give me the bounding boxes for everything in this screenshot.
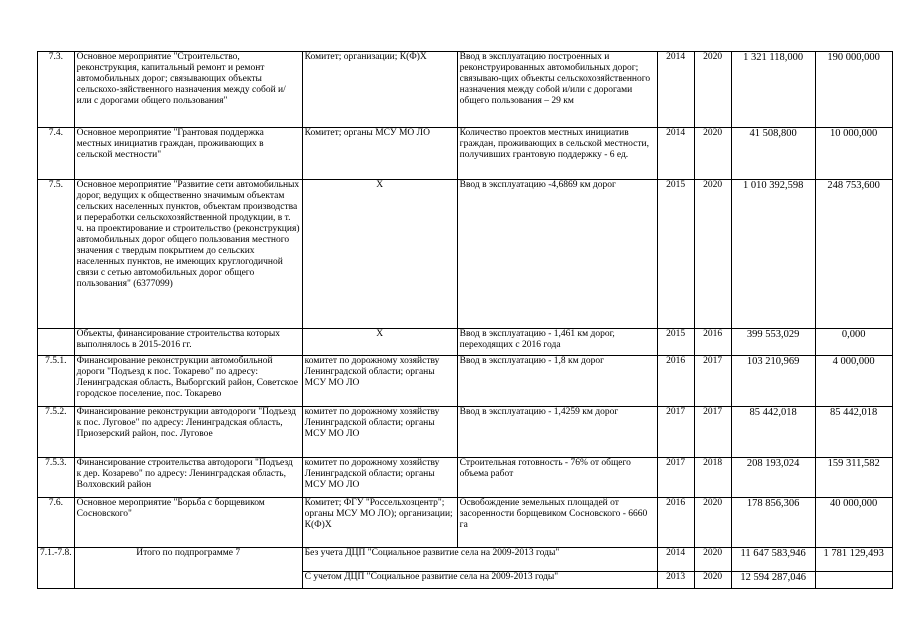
end-year-cell: 2020: [694, 180, 731, 329]
total-amount-cell: 399 553,029: [731, 329, 815, 356]
budget-amount-cell: 0,000: [815, 329, 892, 356]
result-cell: Ввод в эксплуатацию - 1,8 км дорог: [457, 356, 657, 407]
budget-amount-cell: 190 000,000: [815, 52, 892, 128]
row-number: 7.5.: [38, 180, 75, 329]
table-row: [38, 180, 893, 329]
row-number: 7.5.1.: [38, 356, 75, 407]
start-year-cell: 2014: [657, 52, 694, 128]
end-year-cell: 2020: [694, 128, 731, 180]
summary-total-amount: 11 647 583,946: [731, 548, 815, 572]
executor-cell: Х: [302, 180, 457, 329]
start-year-cell: 2017: [657, 407, 694, 458]
executor-cell: Х: [302, 329, 457, 356]
result-cell: Строительная готовность - 76% от общего объема работ: [457, 458, 657, 498]
row-number: 7.3.: [38, 52, 75, 128]
result-cell: Количество проектов местных инициатив граждан, проживающих в сельской местности, получивших грантовую поддержку - 6 ед.: [457, 128, 657, 180]
end-year-cell: 2016: [694, 329, 731, 356]
start-year-cell: 2014: [657, 128, 694, 180]
executor-cell: комитет по дорожному хозяйству Ленинградской области; органы МСУ МО ЛО: [302, 458, 457, 498]
table-row: [38, 52, 893, 128]
summary-total-amount: 12 594 287,046: [731, 572, 815, 589]
result-cell: Ввод в эксплуатацию построенных и реконструированных автомобильных дорог; связываю-щих объекты сельскохозяйственного назначения между собой и/или с дорогами общего пользования – 29 км: [457, 52, 657, 128]
summary-label-with: С учетом ДЦП "Социальное развитие села на 2009-2013 годы": [302, 572, 657, 589]
start-year-cell: 2015: [657, 180, 694, 329]
executor-cell: комитет по дорожному хозяйству Ленинградской области; органы МСУ МО ЛО: [302, 407, 457, 458]
program-table: [37, 51, 893, 589]
start-year-cell: 2016: [657, 356, 694, 407]
table-row: [38, 407, 893, 458]
start-year-cell: 2017: [657, 458, 694, 498]
activity-cell: Финансирование реконструкции автодороги "Подъезд к пос. Луговое" по адресу: Ленинградская область, Приозерский район, пос. Луговое: [74, 407, 302, 458]
start-year-cell: 2015: [657, 329, 694, 356]
total-amount-cell: 85 442,018: [731, 407, 815, 458]
executor-cell: Комитет; ФГУ "Россельхозцентр"; органы МСУ МО ЛО); организации; К(Ф)Х: [302, 498, 457, 548]
row-number: 7.5.3.: [38, 458, 75, 498]
budget-amount-cell: 40 000,000: [815, 498, 892, 548]
budget-amount-cell: 85 442,018: [815, 407, 892, 458]
result-cell: Ввод в эксплуатацию - 1,461 км дорог, переходящих с 2016 года: [457, 329, 657, 356]
end-year-cell: 2017: [694, 356, 731, 407]
summary-budget-amount: 1 781 129,493: [815, 548, 892, 572]
table-row: [38, 329, 893, 356]
summary-end-year: 2020: [694, 572, 731, 589]
row-number: 7.4.: [38, 128, 75, 180]
summary-number: 7.1.-7.8.: [38, 548, 75, 589]
row-number: [38, 329, 75, 356]
summary-row: [38, 548, 893, 572]
result-cell: Ввод в эксплуатацию - 1,4259 км дорог: [457, 407, 657, 458]
activity-cell: Основное мероприятие "Строительство, реконструкция, капитальный ремонт и ремонт автомобильных дорог; связывающих объекты сельскохо-зяйственного назначения между собой и/или с дорогами общего пользования": [74, 52, 302, 128]
total-amount-cell: 41 508,800: [731, 128, 815, 180]
executor-cell: Комитет; органы МСУ МО ЛО: [302, 128, 457, 180]
summary-budget-amount: [815, 572, 892, 589]
result-cell: Освобождение земельных площадей от засоренности борщевиком Сосновского - 6660 га: [457, 498, 657, 548]
table-row: [38, 458, 893, 498]
executor-cell: комитет по дорожному хозяйству Ленинградской области; органы МСУ МО ЛО: [302, 356, 457, 407]
summary-title: Итого по подпрограмме 7: [74, 548, 302, 589]
budget-amount-cell: 10 000,000: [815, 128, 892, 180]
activity-cell: Объекты, финансирование строительства которых выполнялось в 2015-2016 гг.: [74, 329, 302, 356]
budget-amount-cell: 4 000,000: [815, 356, 892, 407]
total-amount-cell: 103 210,969: [731, 356, 815, 407]
summary-start-year: 2014: [657, 548, 694, 572]
end-year-cell: 2017: [694, 407, 731, 458]
total-amount-cell: 208 193,024: [731, 458, 815, 498]
executor-cell: Комитет; организации; К(Ф)Х: [302, 52, 457, 128]
table-row: [38, 356, 893, 407]
table-row: [38, 498, 893, 548]
result-cell: Ввод в эксплуатацию -4,6869 км дорог: [457, 180, 657, 329]
summary-start-year: 2013: [657, 572, 694, 589]
table-body: [38, 52, 893, 589]
summary-label-without: Без учета ДЦП "Социальное развитие села на 2009-2013 годы": [302, 548, 657, 572]
total-amount-cell: 1 010 392,598: [731, 180, 815, 329]
row-number: 7.6.: [38, 498, 75, 548]
table-row: [38, 128, 893, 180]
end-year-cell: 2020: [694, 498, 731, 548]
summary-end-year: 2020: [694, 548, 731, 572]
activity-cell: Основное мероприятие "Борьба с борщевиком Сосновского": [74, 498, 302, 548]
end-year-cell: 2018: [694, 458, 731, 498]
start-year-cell: 2016: [657, 498, 694, 548]
activity-cell: Финансирование строительства автодороги "Подъезд к дер. Козарево" по адресу: Ленинградская область, Волховский район: [74, 458, 302, 498]
activity-cell: Основное мероприятие "Грантовая поддержка местных инициатив граждан, проживающих в сельской местности": [74, 128, 302, 180]
budget-amount-cell: 248 753,600: [815, 180, 892, 329]
activity-cell: Основное мероприятие "Развитие сети автомобильных дорог, ведущих к общественно значимым объектам сельских населенных пунктов, объектам производства и переработки сельскохозяйственной продукции, в т. ч. на проектирование и строительство (реконструкция) автомобильных дорог общего пользования местного значения с твердым покрытием до сельских населенных пунктов, не имеющих круглогодичной связи с сетью автомобильных дорог общего пользования" (6377099): [74, 180, 302, 329]
total-amount-cell: 178 856,306: [731, 498, 815, 548]
end-year-cell: 2020: [694, 52, 731, 128]
row-number: 7.5.2.: [38, 407, 75, 458]
activity-cell: Финансирование реконструкции автомобильной дороги "Подъезд к пос. Токарево" по адресу: Ленинградская область, Выборгский район, Советское городское поселение, пос. Токарево: [74, 356, 302, 407]
total-amount-cell: 1 321 118,000: [731, 52, 815, 128]
budget-amount-cell: 159 311,582: [815, 458, 892, 498]
